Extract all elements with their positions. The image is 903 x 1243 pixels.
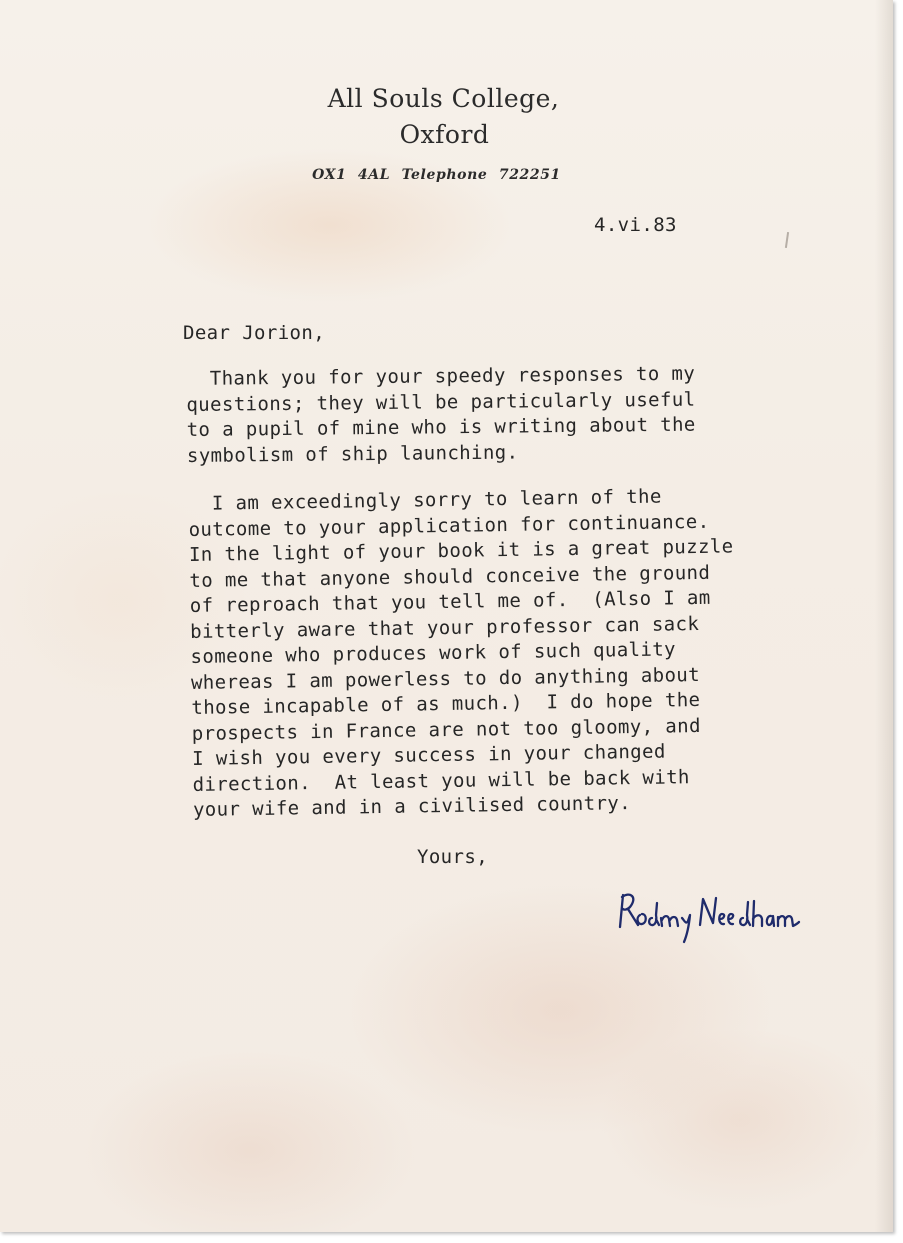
- paragraph-line: to a pupil of mine who is writing about the: [186, 413, 696, 441]
- paragraph-line: prospects in France are not too gloomy, and: [191, 714, 701, 745]
- paragraph-line: to me that anyone should conceive the ground: [189, 561, 711, 592]
- letterhead-institution: All Souls College,: [327, 84, 560, 113]
- letterhead-contact: OX1 4AL Telephone 722251: [312, 167, 561, 183]
- paragraph-line: symbolism of ship launching.: [186, 441, 519, 467]
- letterhead-city: Oxford: [399, 120, 490, 149]
- paragraph-line: outcome to your application for continuance.: [188, 510, 710, 541]
- paragraph-2: [188, 483, 738, 823]
- paragraph-line: bitterly aware that your professor can sack: [190, 612, 700, 643]
- salutation: Dear Jorion,: [183, 322, 326, 344]
- paragraph-line: Thank you for your speedy responses to my: [186, 362, 696, 390]
- paragraph-line: direction. At least you will be back with: [192, 765, 690, 796]
- handwritten-signature: [614, 885, 806, 947]
- paragraph-line: your wife and in a civilised country.: [192, 792, 632, 821]
- paragraph-line: those incapable of as much.) I do hope the: [191, 688, 701, 719]
- closing: Yours,: [417, 846, 489, 868]
- paragraph-line: I am exceedingly sorry to learn of the: [188, 485, 662, 515]
- paper-mark: [785, 232, 789, 248]
- paragraph-1: [186, 362, 696, 469]
- paragraph-line: someone who produces work of such quality: [190, 638, 677, 668]
- paragraph-line: In the light of your book it is a great puzzle: [188, 535, 734, 566]
- paragraph-line: questions; they will be particularly useful: [186, 388, 696, 416]
- paragraph-line: whereas I am powerless to do anything about: [190, 663, 701, 694]
- paragraph-line: I wish you every success in your changed: [192, 740, 666, 770]
- letter-date: 4.vi.83: [594, 214, 677, 236]
- paragraph-line: of reproach that you tell me of. (Also I am: [189, 586, 711, 617]
